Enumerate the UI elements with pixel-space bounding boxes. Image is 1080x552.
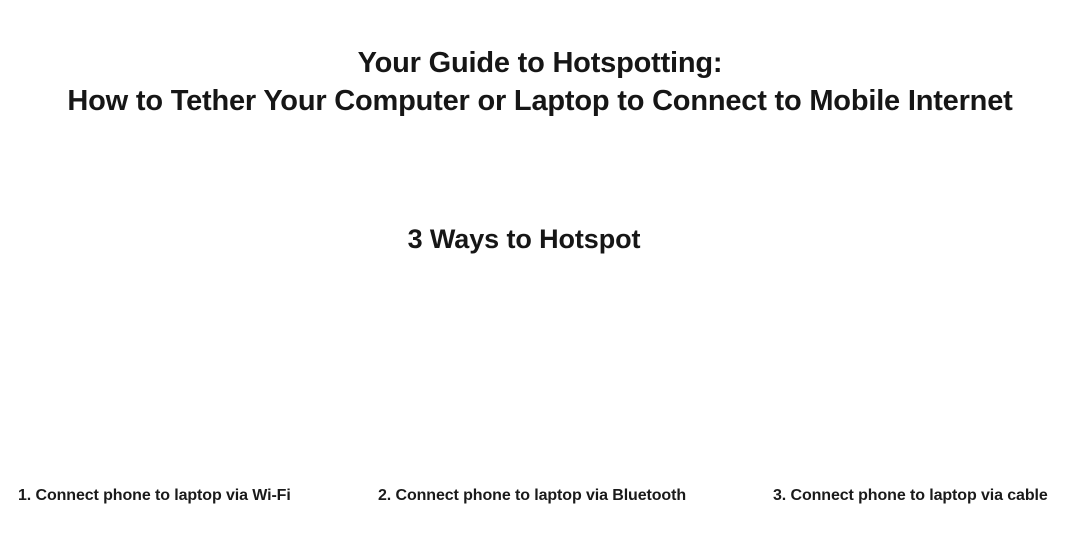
- page-title-line-2: How to Tether Your Computer or Laptop to Connect to Mobile Internet: [67, 85, 1013, 117]
- page-title: [0, 44, 1080, 120]
- caption-wifi: 1. Connect phone to laptop via Wi-Fi: [18, 487, 291, 504]
- caption-row: [0, 487, 1080, 517]
- caption-bluetooth: 2. Connect phone to laptop via Bluetooth: [378, 487, 686, 504]
- page-title-line-1: Your Guide to Hotspotting:: [357, 47, 723, 79]
- section-heading: 3 Ways to Hotspot: [407, 224, 641, 254]
- section-heading-container: [0, 224, 1080, 255]
- caption-cable: 3. Connect phone to laptop via cable: [773, 487, 1048, 504]
